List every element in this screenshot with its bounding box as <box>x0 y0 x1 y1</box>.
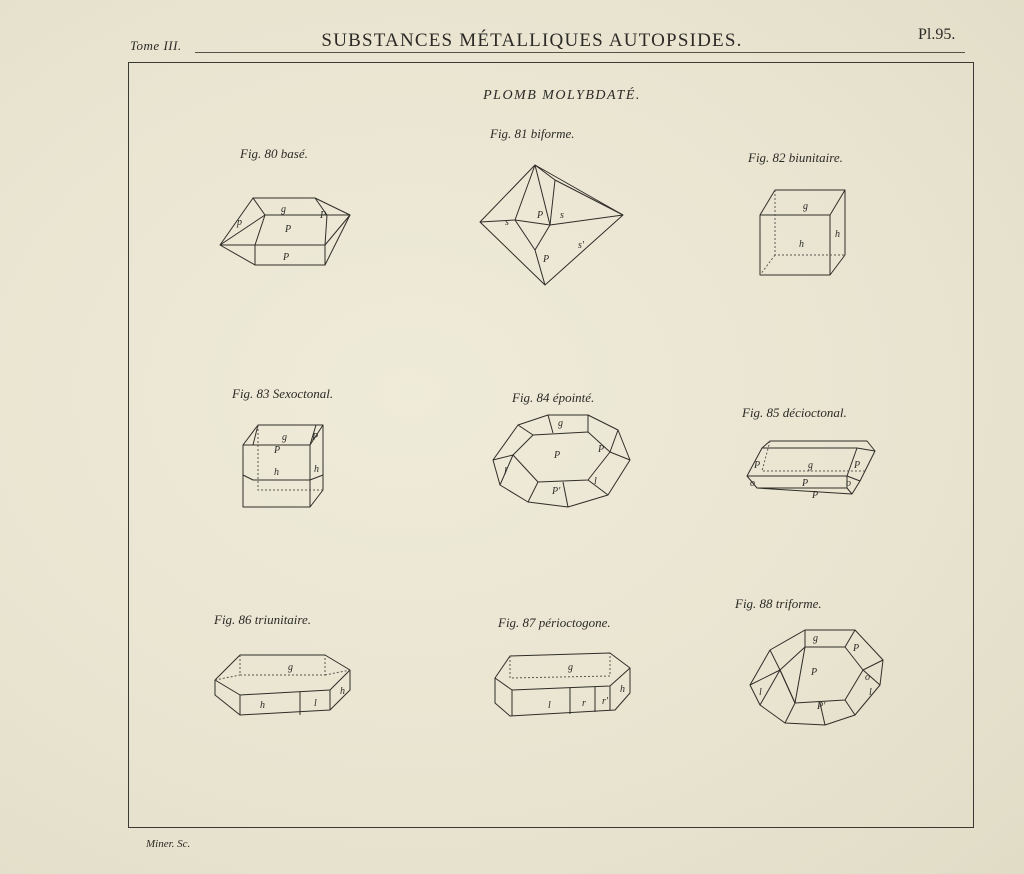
face-label-P: P <box>274 445 281 456</box>
figure-87-caption: Fig. 87 périoctogone. <box>498 615 611 630</box>
figure-88-caption: Fig. 88 triforme. <box>735 596 822 611</box>
figure-85-crystal <box>742 436 880 501</box>
face-label-P: P <box>543 254 550 265</box>
face-label-P: P <box>598 444 605 455</box>
face-label-P: P <box>554 450 561 461</box>
figure-86-caption: Fig. 86 triunitaire. <box>214 612 312 627</box>
header-rule <box>195 52 965 53</box>
face-label-l: l <box>869 687 872 698</box>
figure-81-crystal <box>475 160 630 290</box>
face-label-h: h <box>799 239 804 250</box>
face-label-l: l <box>548 700 551 711</box>
figure-87-crystal <box>490 648 638 720</box>
face-label-P: P <box>754 460 761 471</box>
figure-83-caption: Fig. 83 Sexoctonal. <box>232 386 334 401</box>
face-label-l: l <box>314 698 317 709</box>
face-label-o: o <box>750 478 755 489</box>
face-label-P: P <box>802 478 809 489</box>
face-label-o: o <box>846 478 851 489</box>
face-label-l: l <box>759 687 762 698</box>
face-label-h: h <box>274 467 279 478</box>
face-label-l: l <box>594 476 597 487</box>
face-label-r: r <box>582 698 586 709</box>
figure-84-caption: Fig. 84 épointé. <box>512 390 595 405</box>
figure-80-crystal <box>215 190 355 270</box>
face-label-P: P <box>854 460 861 471</box>
face-label-P: P <box>811 667 818 678</box>
figure-88-crystal <box>745 625 890 730</box>
face-label-g: g <box>288 662 293 673</box>
face-label-g: g <box>282 432 287 443</box>
face-label-h: h <box>340 686 345 697</box>
figure-84-crystal <box>488 410 633 510</box>
face-label-P: P <box>312 432 319 443</box>
face-label-g: g <box>281 204 286 215</box>
face-label-g: g <box>803 201 808 212</box>
face-label-r-prime: r' <box>602 696 609 707</box>
figure-80-caption: Fig. 80 basé. <box>240 146 308 161</box>
face-label-P: P <box>537 210 544 221</box>
face-label-l: l <box>504 466 507 477</box>
plate-number: Pl.95. <box>918 26 956 43</box>
face-label-s: s <box>560 210 564 221</box>
face-label-h: h <box>314 464 319 475</box>
face-label-P-prime: P' <box>552 486 561 497</box>
face-label-P-prime: P' <box>817 701 826 712</box>
tome-label: Tome III. <box>130 38 182 53</box>
face-label-P: P <box>320 210 327 221</box>
figure-82-caption: Fig. 82 biunitaire. <box>748 150 843 165</box>
figure-86-crystal <box>210 650 355 720</box>
face-label-P: P <box>285 224 292 235</box>
face-label-p: p <box>237 217 242 228</box>
figure-81-caption: Fig. 81 biforme. <box>490 126 575 141</box>
engraver-signature: Miner. Sc. <box>146 838 191 850</box>
species-title: PLOMB MOLYBDATÉ. <box>483 88 641 103</box>
face-label-g: g <box>813 633 818 644</box>
face-label-o: o <box>865 672 870 683</box>
figure-83-crystal <box>238 420 330 512</box>
face-label-s: s <box>505 217 509 228</box>
face-label-P: P <box>853 643 860 654</box>
plate-title: SUBSTANCES MÉTALLIQUES AUTOPSIDES. <box>321 30 743 51</box>
face-label-h: h <box>620 684 625 695</box>
face-label-h: h <box>835 229 840 240</box>
face-label-P: P <box>283 252 290 263</box>
figure-82-crystal <box>755 185 855 280</box>
face-label-P: P <box>812 490 819 501</box>
face-label-g: g <box>808 460 813 471</box>
figure-85-caption: Fig. 85 décioctonal. <box>742 405 847 420</box>
face-label-s-prime: s' <box>578 240 585 251</box>
face-label-g: g <box>558 418 563 429</box>
face-label-g: g <box>568 662 573 673</box>
face-label-h: h <box>260 700 265 711</box>
